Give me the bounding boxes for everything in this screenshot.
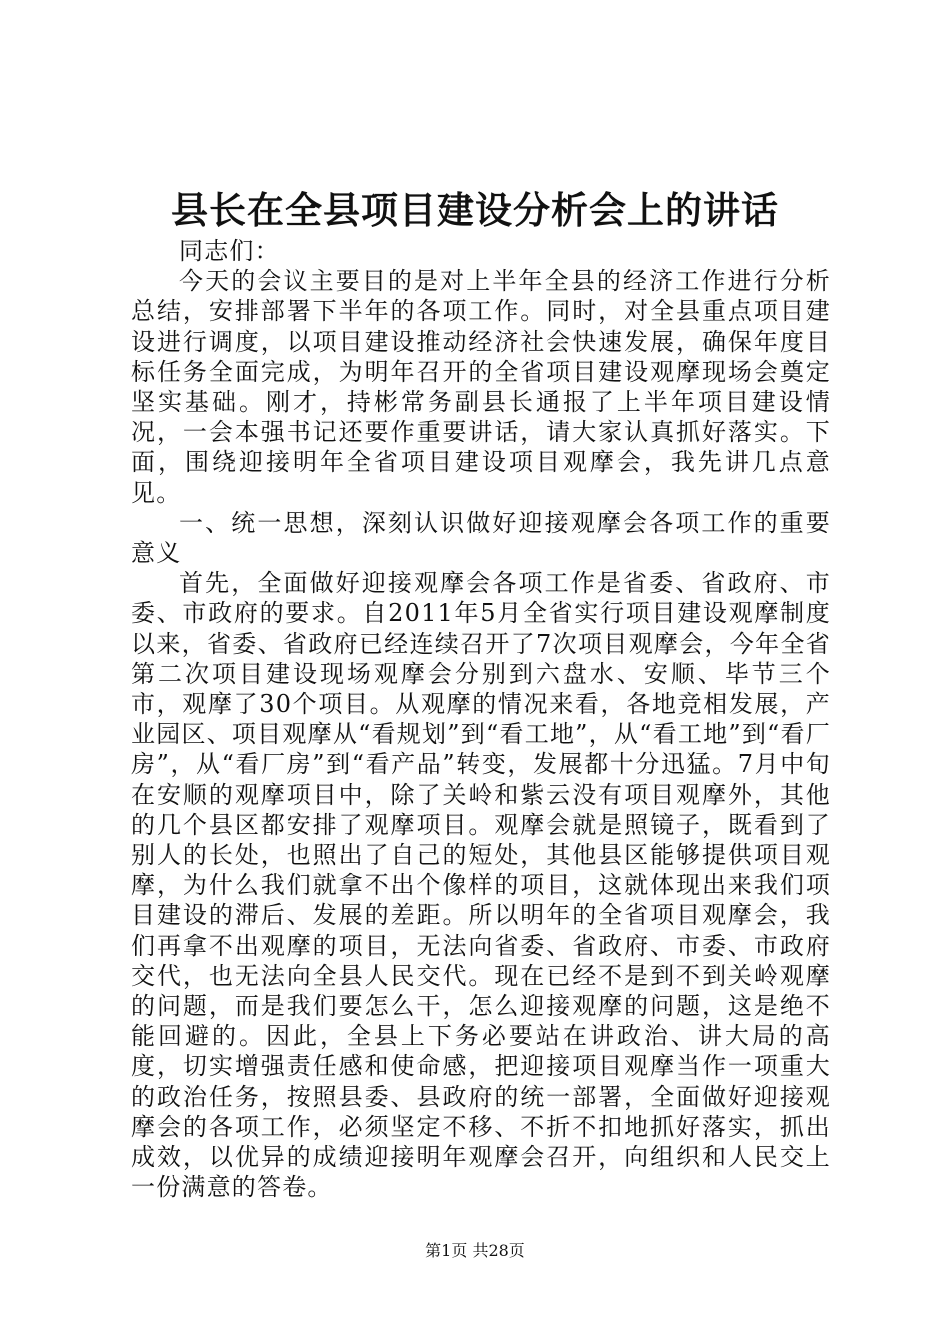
document-title: 县长在全县项目建设分析会上的讲话: [171, 188, 779, 232]
section-heading: 一、统一思想，深刻认识做好迎接观摩会各项工作的重要意义: [131, 508, 831, 568]
salutation-paragraph: 同志们：: [179, 237, 280, 265]
body-paragraph: 首先，全面做好迎接观摩会各项工作是省委、省政府、市委、市政府的要求。自2011年5月全省实行项目建设观摩制度以来，省委、省政府已经连续召开了7次项目观摩会，今年全省第二次项目建设现场观摩会分别到六盘水、安顺、毕节三个市，观摩了30个项目。从观摩的情况来看，各地竞相发展，产业园区、项目观摩从“看规划”到“看工地”，从“看工地”到“看厂房”，从“看厂房”到“看产品”转变，发展都十分迅猛。7月中旬在安顺的观摩项目中，除了关岭和紫云没有项目观摩外，其他的几个县区都安排了观摩项目。观摩会就是照镜子，既看到了别人的长处，也照出了自己的短处，其他县区能够提供项目观摩，为什么我们就拿不出个像样的项目，这就体现出来我们项目建设的滞后、发展的差距。所以明年的全省项目观摩会，我们再拿不出观摩的项目，无法向省委、省政府、市委、市政府交代，也无法向全县人民交代。现在已经不是到不到关岭观摩的问题，而是我们要怎么干，怎么迎接观摩的问题，这是绝不能回避的。因此，全县上下务必要站在讲政治、讲大局的高度，切实增强责任感和使命感，把迎接项目观摩当作一项重大的政治任务，按照县委、县政府的统一部署，全面做好迎接观摩会的各项工作，必须坚定不移、不折不扣地抓好落实，抓出成效，以优异的成绩迎接明年观摩会召开，向组织和人民交上一份满意的答卷。: [131, 569, 831, 1202]
intro-paragraph: 今天的会议主要目的是对上半年全县的经济工作进行分析总结，安排部署下半年的各项工作。同时，对全县重点项目建设进行调度，以项目建设推动经济社会快速发展，确保年度目标任务全面完成，为明年召开的全省项目建设观摩现场会奠定坚实基础。刚才，持彬常务副县长通报了上半年项目建设情况，一会本强书记还要作重要讲话，请大家认真抓好落实。下面，围绕迎接明年全省项目建设项目观摩会，我先讲几点意见。: [131, 267, 831, 507]
document-body: [131, 236, 831, 1203]
page-footer: 第1页 共28页: [425, 1241, 525, 1260]
